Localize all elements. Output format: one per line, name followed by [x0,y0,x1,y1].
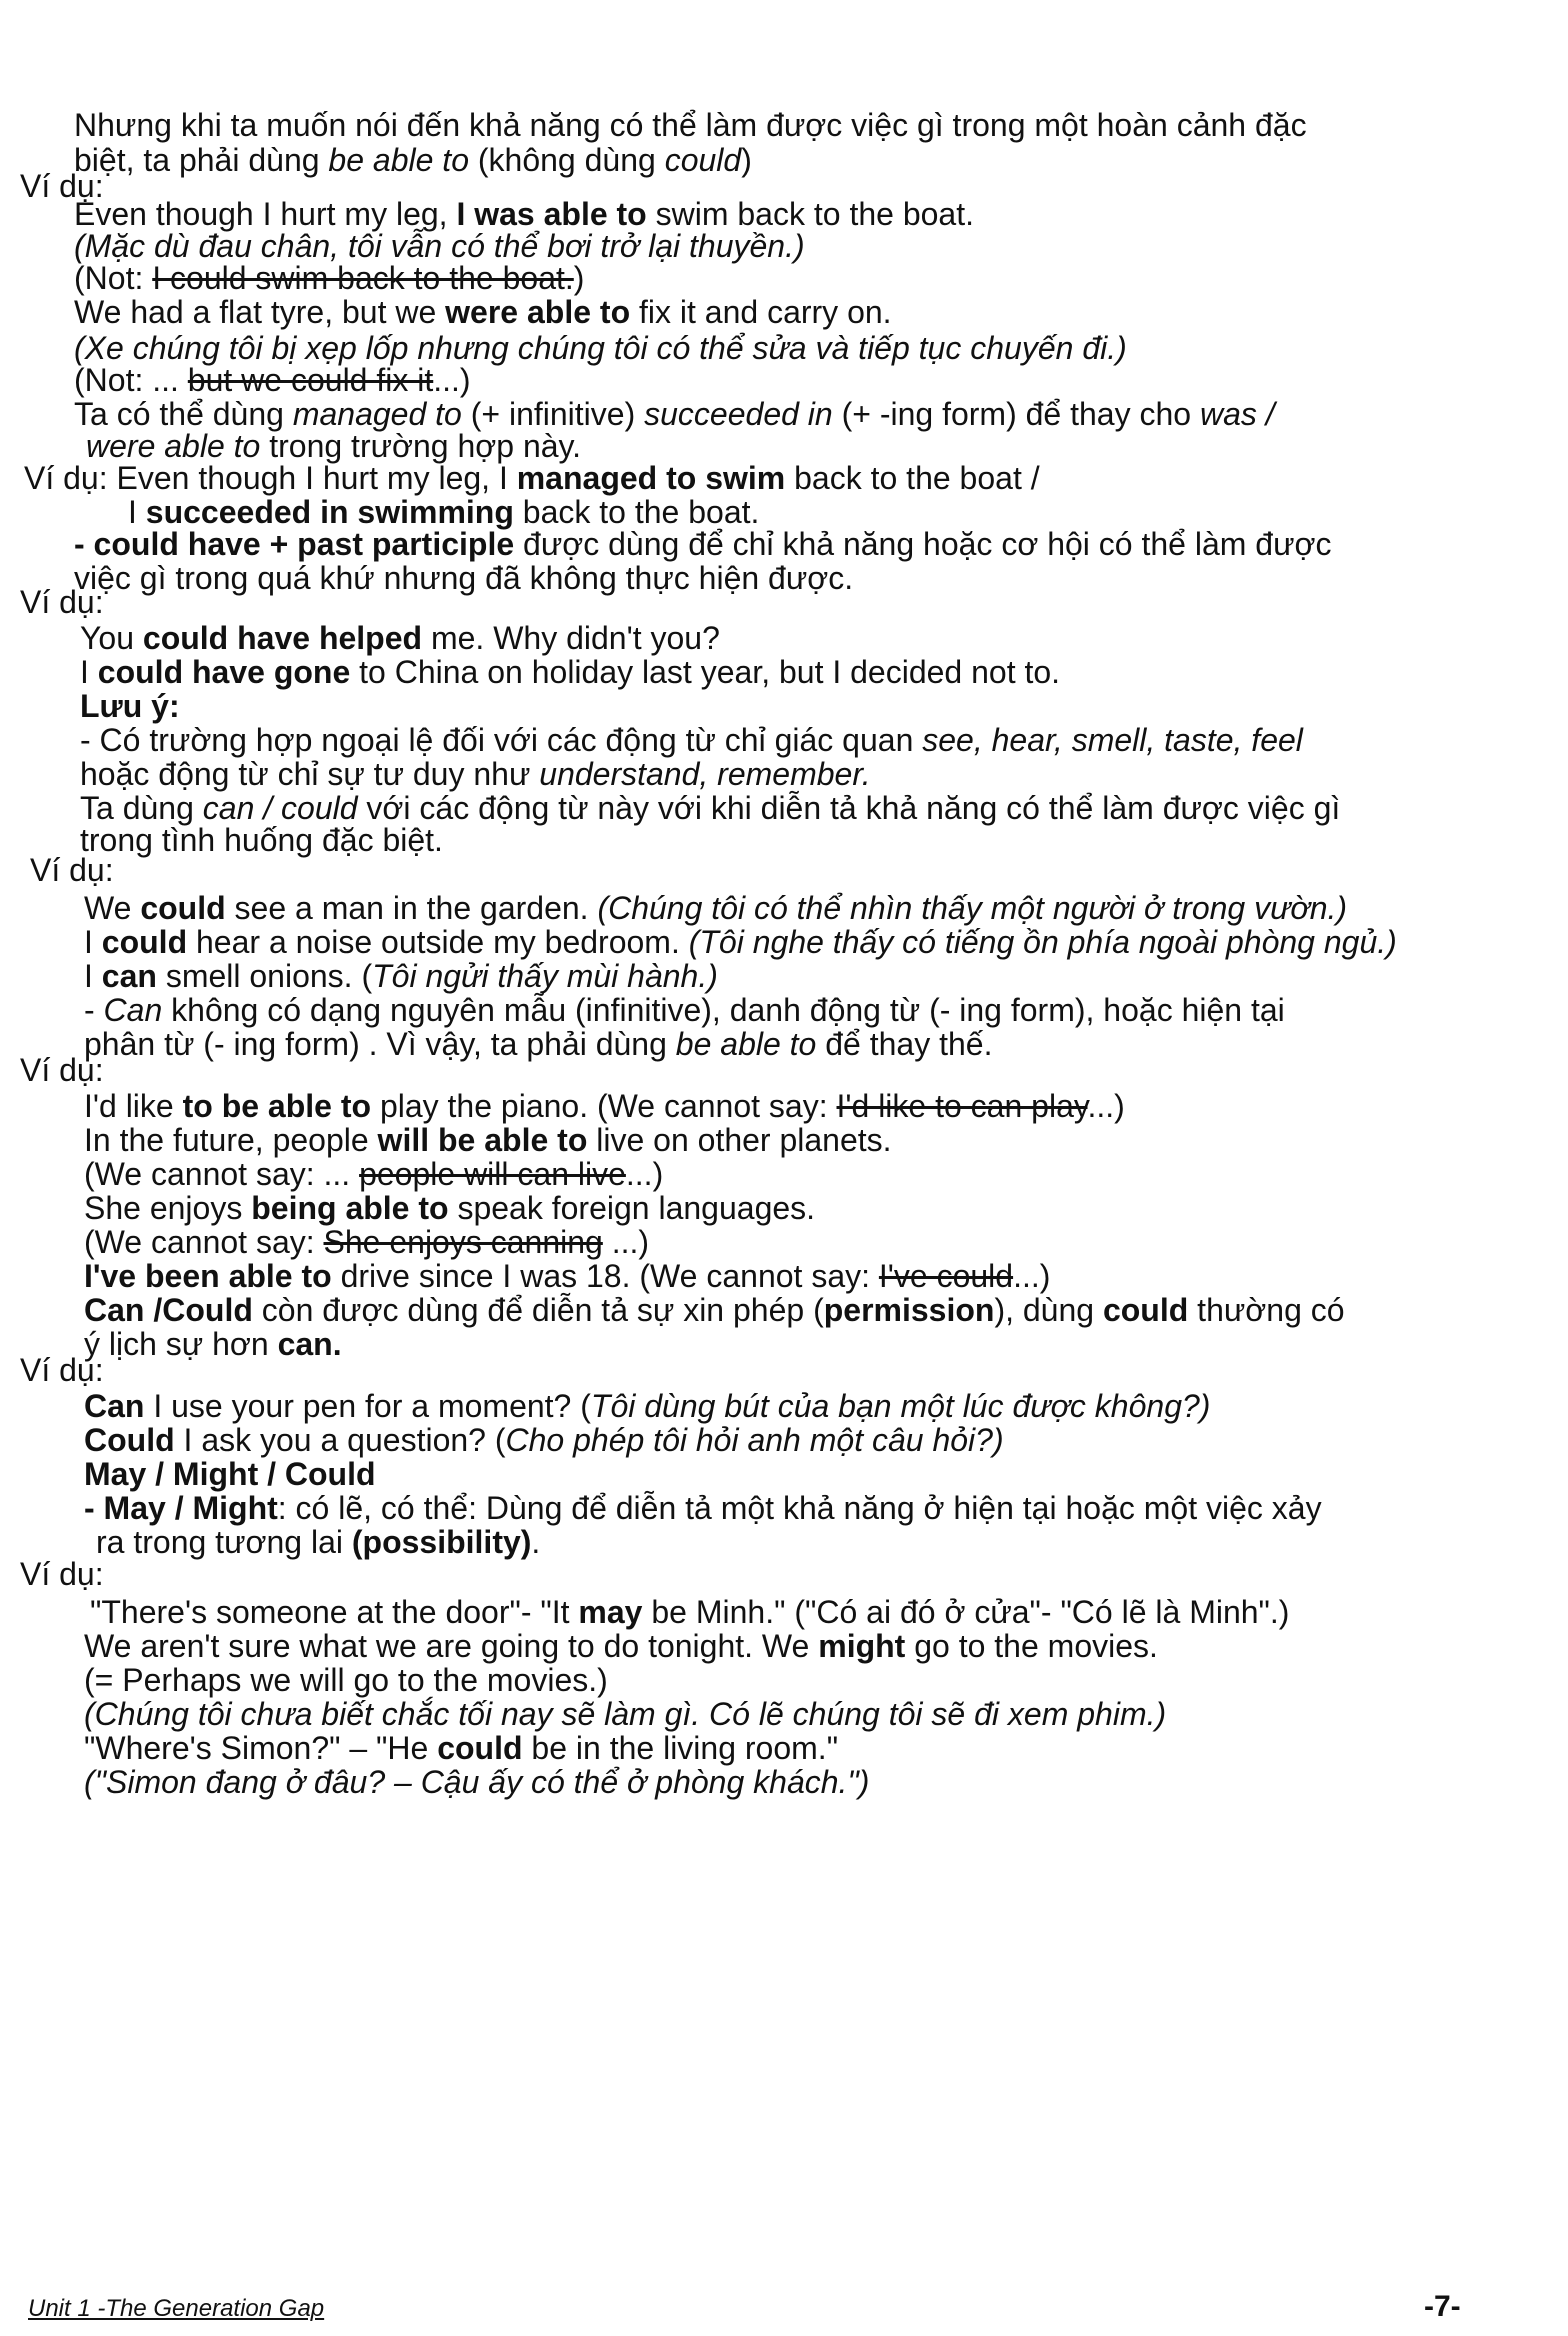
text-line: trong tình huống đặc biệt. [80,822,443,858]
section-heading: May / Might / Could [84,1456,376,1492]
page-number: -7- [1424,2290,1461,2323]
text-line: I've been able to drive since I was 18. (We cannot say: I've could...) [84,1258,1051,1294]
example-label: Ví dụ: [20,584,104,620]
text-line: ý lịch sự hơn can. [84,1326,342,1362]
text-line: Nhưng khi ta muốn nói đến khả năng có thể làm được việc gì trong một hoàn cảnh đặc [74,107,1307,143]
text-line: (We cannot say: She enjoys canning ...) [84,1224,650,1260]
text-line: Ví dụ: Even though I hurt my leg, I managed to swim back to the boat / [24,460,1040,496]
text-line: hoặc động từ chỉ sự tư duy như understand, remember. [80,756,871,792]
text-line: việc gì trong quá khứ nhưng đã không thực hiện được. [74,560,854,596]
text-line: "Where's Simon?" – "He could be in the living room." [84,1730,839,1766]
text-line: "There's someone at the door"- "It may be Minh." ("Có ai đó ở cửa"- "Có lẽ là Minh".) [90,1594,1290,1630]
text-line: We had a flat tyre, but we were able to fix it and carry on. [74,294,892,330]
text-line: You could have helped me. Why didn't you? [80,620,720,656]
text-line: - May / Might: có lẽ, có thể: Dùng để diễn tả một khả năng ở hiện tại hoặc một việc xảy [84,1490,1322,1526]
text-line: Could I ask you a question? (Cho phép tôi hỏi anh một câu hỏi?) [84,1422,1004,1458]
text-line: - Can không có dạng nguyên mẫu (infinitive), danh động từ (- ing form), hoặc hiện tại [84,992,1285,1028]
text-line: (Not: ... but we could fix it...) [74,362,471,398]
text-line: biệt, ta phải dùng be able to (không dùng could) [74,142,752,178]
text-line: Ta dùng can / could với các động từ này với khi diễn tả khả năng có thể làm được việc gì [80,790,1341,826]
text-line: I succeeded in swimming back to the boat. [128,494,760,530]
text-line: She enjoys being able to speak foreign languages. [84,1190,816,1226]
note-heading: Lưu ý: [80,688,180,724]
text-line: I'd like to be able to play the piano. (We cannot say: I'd like to can play...) [84,1088,1125,1124]
text-line: - could have + past participle được dùng để chỉ khả năng hoặc cơ hội có thể làm được [74,526,1332,562]
text-line: - Có trường hợp ngoại lệ đối với các động từ chỉ giác quan see, hear, smell, taste, feel [80,722,1303,758]
text-line: We aren't sure what we are going to do tonight. We might go to the movies. [84,1628,1158,1664]
example-label: Ví dụ: [20,1052,104,1088]
text-line: Can I use your pen for a moment? (Tôi dùng bút của bạn một lúc được không?) [84,1388,1211,1424]
text-line: (Not: I could swim back to the boat.) [74,260,585,296]
example-label: Ví dụ: [20,1352,104,1388]
text-line: Even though I hurt my leg, I was able to swim back to the boat. [74,196,974,232]
translation-line: (Mặc dù đau chân, tôi vẫn có thể bơi trở lại thuyền.) [74,228,805,264]
translation-line: (Chúng tôi chưa biết chắc tối nay sẽ làm gì. Có lẽ chúng tôi sẽ đi xem phim.) [84,1696,1167,1732]
text-line: I could hear a noise outside my bedroom. (Tôi nghe thấy có tiếng ồn phía ngoài phòng ngủ.) [84,924,1397,960]
footer-unit-title: Unit 1 -The Generation Gap [28,2295,325,2322]
text-line: phân từ (- ing form) . Vì vậy, ta phải dùng be able to để thay thế. [84,1026,993,1062]
text-line: Ta có thể dùng managed to (+ infinitive) succeeded in (+ -ing form) để thay cho was / [74,396,1275,432]
example-label: Ví dụ: [20,1556,104,1592]
example-label: Ví dụ: [30,852,114,888]
text-line: I can smell onions. (Tôi ngửi thấy mùi hành.) [84,958,718,994]
text-line: I could have gone to China on holiday last year, but I decided not to. [80,654,1061,690]
text-line: In the future, people will be able to live on other planets. [84,1122,892,1158]
translation-line: ("Simon đang ở đâu? – Cậu ấy có thể ở phòng khách.") [84,1764,870,1800]
text-line: (= Perhaps we will go to the movies.) [84,1662,608,1698]
text-line: We could see a man in the garden. (Chúng tôi có thể nhìn thấy một người ở trong vườn.) [84,890,1348,926]
example-label: Ví dụ: [20,168,104,204]
text-line: Can /Could còn được dùng để diễn tả sự xin phép (permission), dùng could thường có [84,1292,1345,1328]
text-line: (We cannot say: ... people will can live...) [84,1156,664,1192]
text-line: ra trong tương lai (possibility). [96,1524,541,1560]
text-line: were able to trong trường hợp này. [86,428,582,464]
translation-line: (Xe chúng tôi bị xẹp lốp nhưng chúng tôi có thể sửa và tiếp tục chuyến đi.) [74,330,1127,366]
